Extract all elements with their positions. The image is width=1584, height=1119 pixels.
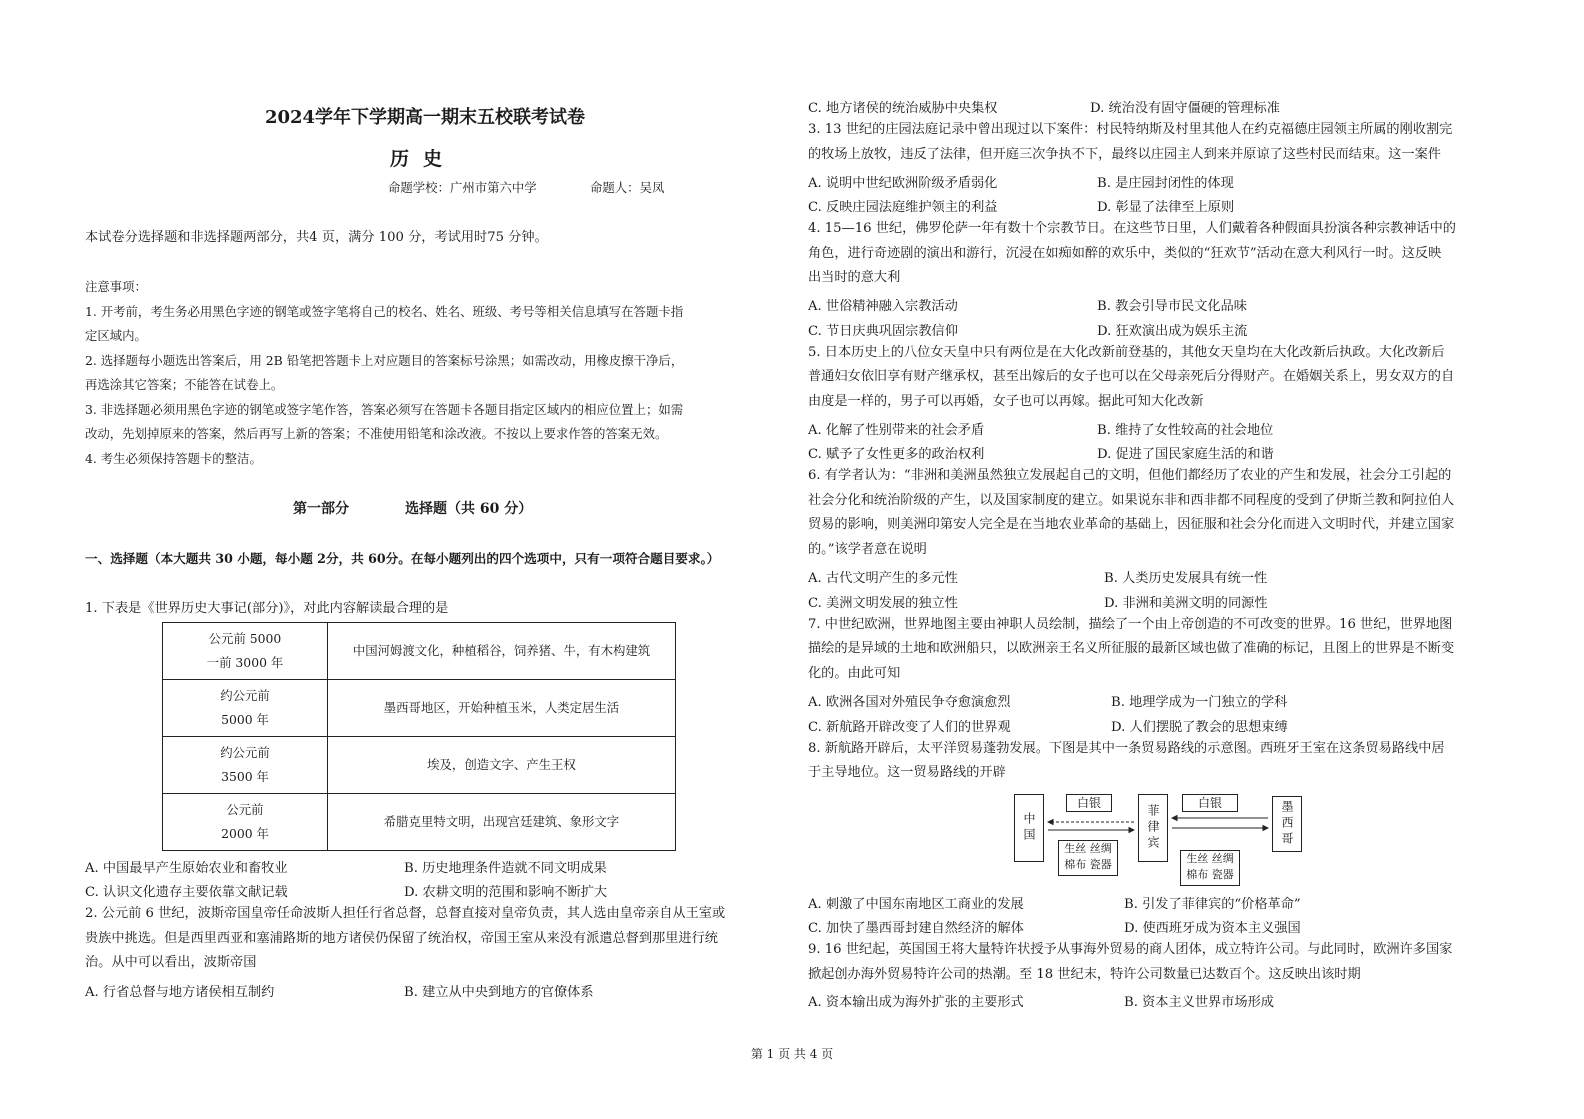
table-cell-time: 约公元前 5000 年 xyxy=(163,680,328,737)
table-row xyxy=(163,680,676,737)
q6-option-a: A. 古代文明产生的多元性 xyxy=(808,571,958,586)
q4-stem-line: 出当时的意大利 xyxy=(808,270,901,285)
q8-option-b: B. 引发了菲律宾的“价格革命” xyxy=(1124,897,1301,912)
section-heading: 一、选择题（本大题共 30 小题，每小题 2分，共 60分。在每小题列出的四个选项中，只有一项符合题目要求。） xyxy=(85,551,720,566)
q6-option-c: C. 美洲文明发展的独立性 xyxy=(808,596,958,611)
q2-option-d: D. 统治没有固守僵硬的管理标准 xyxy=(1090,101,1280,116)
table-cell-event: 希腊克里特文明，出现宫廷建筑、象形文字 xyxy=(328,794,676,851)
q7-stem-line: 化的。由此可知 xyxy=(808,666,901,681)
q5-stem-line: 5. 日本历史上的八位女天皇中只有两位是在大化改新前登基的，其他女天皇均在大化改新后执政。大化改新后 xyxy=(808,345,1445,360)
philippines-box: 菲律宾 xyxy=(1138,794,1168,862)
table-cell-event: 埃及，创造文字、产生王权 xyxy=(328,737,676,794)
note-line: 再选涂其它答案；不能答在试卷上。 xyxy=(85,377,284,392)
notes-heading: 注意事项： xyxy=(85,279,147,294)
q2-option-c: C. 地方诸侯的统治威胁中央集权 xyxy=(808,101,998,116)
table-cell-event: 中国河姆渡文化，种植稻谷，饲养猪、牛，有木构建筑 xyxy=(328,623,676,680)
q7-option-d: D. 人们摆脱了教会的思想束缚 xyxy=(1111,720,1288,735)
part-label: 第一部分 xyxy=(293,501,349,517)
q3-stem-line: 3. 13 世纪的庄园法庭记录中曾出现过以下案件：村民特纳斯及村里其他人在约克福德庄园领主所属的刚收割完 xyxy=(808,122,1453,137)
q4-option-b: B. 教会引导市民文化品味 xyxy=(1097,299,1247,314)
note-line: 改动，先划掉原来的答案，然后再写上新的答案；不准使用铅笔和涂改液。不按以上要求作答的答案无效。 xyxy=(85,426,668,441)
author-label: 命题人：吴凤 xyxy=(590,180,665,195)
table-row xyxy=(163,794,676,851)
q8-stem-line: 于主导地位。这一贸易路线的开辟 xyxy=(808,765,1006,780)
q8-stem-line: 8. 新航路开辟后，太平洋贸易蓬勃发展。下图是其中一条贸易路线的示意图。西班牙王室在这条贸易路线中居 xyxy=(808,741,1445,756)
goods-box-2: 生丝 丝绸 棉布 瓷器 xyxy=(1180,850,1240,886)
q4-stem-line: 角色，进行奇迹剧的演出和游行，沉浸在如痴如醉的欢乐中，类似的“狂欢节”活动在意大利风行一时。这反映 xyxy=(808,246,1442,261)
note-line: 2. 选择题每小题选出答案后，用 2B 铅笔把答题卡上对应题目的答案标号涂黑；如需改动，用橡皮擦干净后， xyxy=(85,353,684,368)
trade-arrows xyxy=(1008,790,1308,890)
q2-stem-line: 治。从中可以看出，波斯帝国 xyxy=(85,955,257,970)
q3-option-b: B. 是庄园封闭性的体现 xyxy=(1097,176,1234,191)
note-line: 4. 考生必须保持答题卡的整洁。 xyxy=(85,451,262,466)
q4-option-a: A. 世俗精神融入宗教活动 xyxy=(808,299,958,314)
q2-stem-line: 贵族中挑选。但是西里西亚和塞浦路斯的地方诸侯仍保留了统治权，帝国王室从来没有派遣总督到那里进行统 xyxy=(85,931,718,946)
table-row xyxy=(163,737,676,794)
q7-stem-line: 7. 中世纪欧洲，世界地图主要由神职人员绘制，描绘了一个由上帝创造的不可改变的世界。16 世纪，世界地图 xyxy=(808,617,1453,632)
school-label: 命题学校：广州市第六中学 xyxy=(388,180,537,195)
q7-option-b: B. 地理学成为一门独立的学科 xyxy=(1111,695,1288,710)
q5-stem-line: 普通妇女依旧享有财产继承权，甚至出嫁后的女子也可以在父母亲死后分得财产。在婚姻关系上，男女双方的自 xyxy=(808,369,1455,384)
q6-stem-line: 的。”该学者意在说明 xyxy=(808,542,927,557)
q8-option-a: A. 刺激了中国东南地区工商业的发展 xyxy=(808,897,1024,912)
q6-stem-line: 社会分化和统治阶级的产生，以及国家制度的建立。如果说东非和西非都不同程度的受到了伊斯兰教和阿拉伯人 xyxy=(808,493,1455,508)
q3-option-d: D. 彰显了法律至上原则 xyxy=(1097,200,1235,215)
goods-box-1: 生丝 丝绸 棉布 瓷器 xyxy=(1058,840,1118,876)
q7-option-c: C. 新航路开辟改变了人们的世界观 xyxy=(808,720,1011,735)
q5-option-a: A. 化解了性别带来的社会矛盾 xyxy=(808,423,985,438)
q2-stem-line: 2. 公元前 6 世纪，波斯帝国皇帝任命波斯人担任行省总督，总督直接对皇帝负责，其人选由皇帝亲自从王室或 xyxy=(85,906,726,921)
q5-stem-line: 由度是一样的，男子可以再婚，女子也可以再嫁。据此可知大化改新 xyxy=(808,394,1204,409)
q3-stem-line: 的牧场上放牧，违反了法律，但开庭三次争执不下，最终以庄园主人到来并原谅了这些村民而结束。这一案件 xyxy=(808,147,1441,162)
q3-option-c: C. 反映庄园法庭维护领主的利益 xyxy=(808,200,998,215)
q1-stem: 1. 下表是《世界历史大事记(部分)》，对此内容解读最合理的是 xyxy=(85,601,449,616)
note-line: 定区域内。 xyxy=(85,328,147,343)
q9-option-b: B. 资本主义世界市场形成 xyxy=(1124,995,1274,1010)
mexico-box: 墨西哥 xyxy=(1272,796,1302,852)
q7-stem-line: 描绘的是异域的土地和欧洲船只，以欧洲亲王名义所征服的最新区域也做了准确的标记，且图上的世界是不断变 xyxy=(808,641,1455,656)
q6-stem-line: 贸易的影响，则美洲印第安人完全是在当地农业革命的基础上，因征服和社会分化而进入文明时代，并建立国家 xyxy=(808,517,1455,532)
intro-text: 本试卷分选择题和非选择题两部分，共4 页，满分 100 分，考试用时75 分钟。 xyxy=(85,230,548,245)
q6-option-d: D. 非洲和美洲文明的同源性 xyxy=(1104,596,1268,611)
silver-box-1: 白银 xyxy=(1066,794,1112,812)
q9-stem-line: 掀起创办海外贸易特许公司的热潮。至 18 世纪末，特许公司数量已达数百个。这反映出该时期 xyxy=(808,967,1361,982)
table-cell-time: 公元前 5000 一前 3000 年 xyxy=(163,623,328,680)
q1-option-b: B. 历史地理条件造就不同文明成果 xyxy=(404,861,607,876)
q4-stem-line: 4. 15—16 世纪，佛罗伦萨一年有数十个宗教节日。在这些节日里，人们戴着各种假面具扮演各种宗教神话中的 xyxy=(808,221,1456,236)
q5-option-b: B. 维持了女性较高的社会地位 xyxy=(1097,423,1274,438)
trade-route-diagram xyxy=(1008,790,1308,880)
q3-option-a: A. 说明中世纪欧洲阶级矛盾弱化 xyxy=(808,176,998,191)
table-cell-time: 约公元前 3500 年 xyxy=(163,737,328,794)
q7-option-a: A. 欧洲各国对外殖民争夺愈演愈烈 xyxy=(808,695,1011,710)
subject-title: 历史 xyxy=(390,148,457,170)
q5-option-c: C. 赋予了女性更多的政治权利 xyxy=(808,447,985,462)
q1-option-a: A. 中国最早产生原始农业和畜牧业 xyxy=(85,861,288,876)
page-footer: 第 1 页 共 4 页 xyxy=(750,1047,834,1061)
q1-option-c: C. 认识文化遗存主要依靠文献记载 xyxy=(85,885,288,900)
q8-option-d: D. 使西班牙成为资本主义强国 xyxy=(1124,921,1301,936)
silver-box-2: 白银 xyxy=(1182,794,1238,812)
q9-stem-line: 9. 16 世纪起，英国国王将大量特许状授予从事海外贸易的商人团体，成立特许公司。与此同时，欧洲许多国家 xyxy=(808,942,1453,957)
table-row xyxy=(163,623,676,680)
q6-option-b: B. 人类历史发展具有统一性 xyxy=(1104,571,1268,586)
q8-option-c: C. 加快了墨西哥封建自然经济的解体 xyxy=(808,921,1024,936)
china-box: 中国 xyxy=(1014,794,1044,862)
q5-option-d: D. 促进了国民家庭生活的和谐 xyxy=(1097,447,1274,462)
exam-title: 2024学年下学期高一期末五校联考试卷 xyxy=(264,107,586,128)
q1-option-d: D. 农耕文明的范围和影响不断扩大 xyxy=(404,885,608,900)
q1-events-table xyxy=(162,622,676,851)
table-cell-event: 墨西哥地区，开始种植玉米，人类定居生活 xyxy=(328,680,676,737)
part-title: 选择题（共 60 分） xyxy=(405,501,533,517)
note-line: 1. 开考前，考生务必用黑色字迹的钢笔或签字笔将自己的校名、姓名、班级、考号等相关信息填写在答题卡指 xyxy=(85,304,684,319)
note-line: 3. 非选择题必须用黑色字迹的钢笔或签字笔作答，答案必须写在答题卡各题目指定区域内的相应位置上；如需 xyxy=(85,402,684,417)
q6-stem-line: 6. 有学者认为：“非洲和美洲虽然独立发展起自己的文明，但他们都经历了农业的产生和发展，社会分工引起的 xyxy=(808,468,1452,483)
table-cell-time: 公元前 2000 年 xyxy=(163,794,328,851)
q4-option-d: D. 狂欢演出成为娱乐主流 xyxy=(1097,324,1248,339)
q2-option-b: B. 建立从中央到地方的官僚体系 xyxy=(404,985,594,1000)
q9-option-a: A. 资本输出成为海外扩张的主要形式 xyxy=(808,995,1024,1010)
q4-option-c: C. 节日庆典巩固宗教信仰 xyxy=(808,324,958,339)
q2-option-a: A. 行省总督与地方诸侯相互制约 xyxy=(85,985,275,1000)
